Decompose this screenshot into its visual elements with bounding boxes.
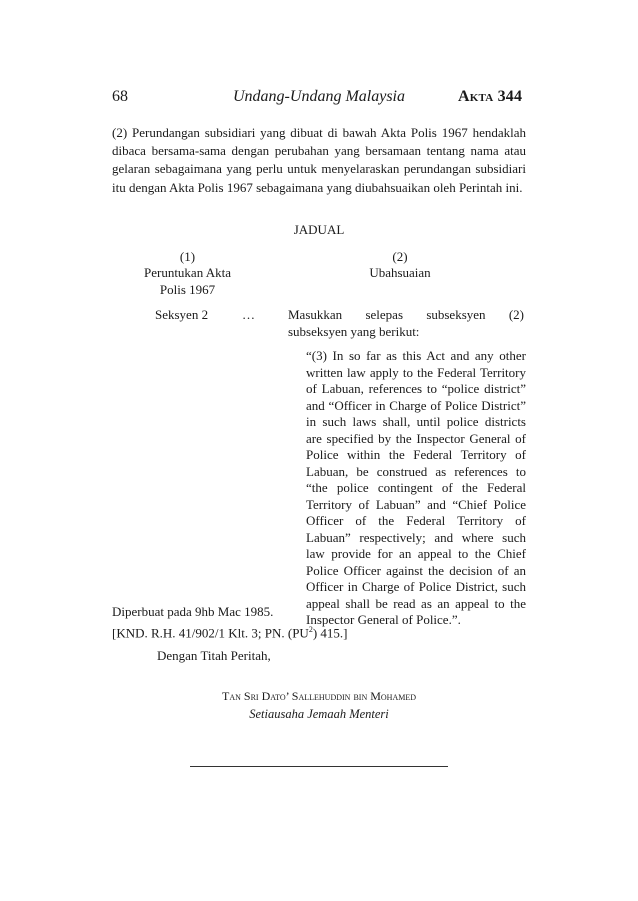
inserted-subsection: “(3) In so far as this Act and any other written law apply to the Federal Territory of Labuan, references to “police district” and “Officer in Charge of Police District” in such laws shall, until police districts are specified by the Inspector General of Police within the Federal Territory of Labuan, be construed as references to “the police contingent of the Federal Territory of Labuan” and “Chief Police Officer of the Federal Territory of Labuan” respectively; and where such law provide for an appeal to the Chief Police Officer against the decision of an Officer in Charge of Police District, such appeal shall be read as an appeal to the Inspector General of Police.”. <box>306 348 526 627</box>
signatory-role: Setiausaha Jemaah Menteri <box>249 707 389 721</box>
signatory-name: Tan Sri Dato’ Sallehuddin bin Mohamed <box>221 689 417 703</box>
act-label: Akta 344 <box>458 88 523 105</box>
page-number: 68 <box>112 88 128 105</box>
command-line: Dengan Titah Peritah, <box>157 648 271 663</box>
column-1-label: Peruntukan Akta <box>143 265 231 281</box>
made-date: Diperbuat pada 9hb Mac 1985. <box>112 604 274 619</box>
column-1-label-2: Polis 1967 <box>159 281 216 297</box>
column-2-label: Ubahsuaian <box>369 265 431 281</box>
running-title: Undang-Undang Malaysia <box>233 88 405 105</box>
column-2-number: (2) <box>392 249 408 264</box>
schedule-heading: JADUAL <box>293 222 345 237</box>
schedule-instruction: Masukkan selepas subseksyen (2) subseksyen yang berikut: <box>288 307 524 339</box>
schedule-dots: … <box>242 307 255 322</box>
column-1-header <box>140 249 235 298</box>
paragraph-2: (2) Perundangan subsidiari yang dibuat di bawah Akta Polis 1967 hendaklah dibaca bersama-sama dengan perubahan yang bersamaan tentang nama atau gelaran sebagaimana yang perlu untuk menyelaraskan perundangan subsidiari itu dengan Akta Polis 1967 sebagaimana yang diubahsuaikan oleh Perintah ini. <box>112 125 526 195</box>
column-1-number: (1) <box>179 249 196 264</box>
reference-number: [KND. R.H. 41/902/1 Klt. 3; PN. $(PU^2)$ 415.] <box>112 625 348 641</box>
schedule-provision: Seksyen 2 <box>155 307 209 322</box>
end-rule <box>190 766 448 767</box>
column-2-header <box>355 249 445 282</box>
